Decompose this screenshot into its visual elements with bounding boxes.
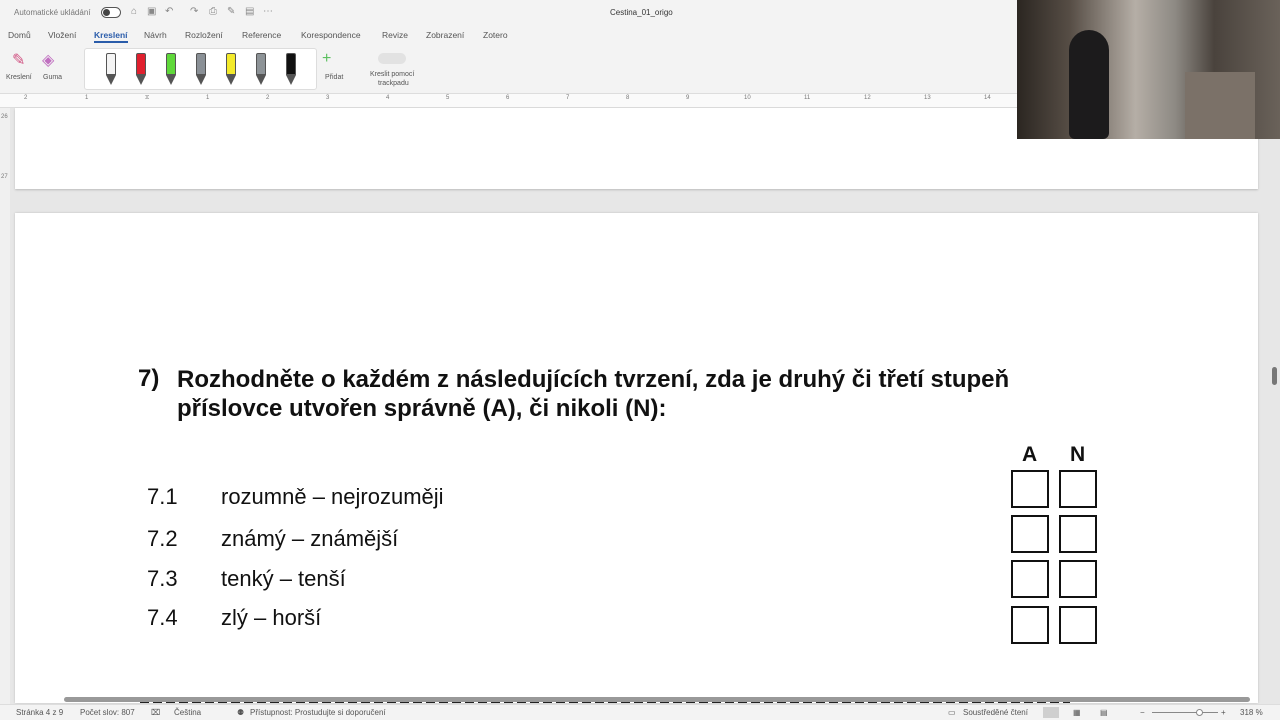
draw-icon[interactable]: ✎ [227,6,236,17]
answer-box-n[interactable] [1059,515,1097,553]
item-number: 7.2 [147,526,178,551]
ruler-number: 6 [506,95,510,101]
item-text: zlý – horší [221,605,322,630]
focus-mode[interactable]: Soustředěné čtení [963,708,1028,717]
ruler-number: 11 [804,95,811,101]
tab-home[interactable]: Domů [8,30,31,40]
webcam-cat-tree [1185,72,1255,139]
read-mode-icon[interactable]: ▤ [1100,708,1108,717]
horizontal-scrollbar[interactable] [64,697,1250,702]
eraser-icon[interactable]: ◈ [42,52,55,69]
answer-box-n[interactable] [1059,606,1097,644]
item-number: 7.1 [147,484,178,509]
ruler-number: 4 [386,95,390,101]
pen-gallery [84,48,317,90]
answer-box-a[interactable] [1011,560,1049,598]
vertical-ruler[interactable] [0,108,10,704]
tab-design[interactable]: Návrh [144,30,167,40]
document-title[interactable]: Cestina_01_origo [610,8,673,17]
tab-review[interactable]: Revize [382,30,408,40]
column-n-header: N [1070,443,1086,466]
web-layout-icon[interactable]: ▦ [1073,708,1081,717]
proofing-icon[interactable]: ⌧ [151,708,161,717]
vruler-number: 26 [1,114,8,120]
ruler-number: 2 [24,95,28,101]
ruler-number: 2 [266,95,270,101]
question-text: Rozhodněte o každém z následujících tvrzení, zda je druhý či třetí stupeň příslovce utvořen správně (A), či nikoli (N): [177,366,1010,422]
draw-tool-icon[interactable]: ✎ [12,52,26,69]
ruler-number: 12 [864,95,871,101]
answer-box-a[interactable] [1011,606,1049,644]
answer-box-a[interactable] [1011,515,1049,553]
print-layout-icon[interactable] [1043,707,1059,718]
item-text: známý – známější [221,526,399,551]
horizontal-ruler[interactable] [0,94,1017,108]
question-number: 7) [138,365,160,392]
tab-zotero[interactable]: Zotero [483,30,508,40]
pen-gray-icon[interactable] [195,53,207,87]
tab-insert[interactable]: Vložení [48,30,77,40]
save-icon[interactable]: ▣ [147,6,157,17]
pen-red-icon[interactable] [135,53,147,87]
format-icon[interactable]: ▤ [245,6,255,17]
zoom-slider[interactable] [1152,712,1218,713]
answer-box-a[interactable] [1011,470,1049,508]
ruler-number: 5 [446,95,450,101]
pencil-gray-icon[interactable] [255,53,267,87]
accessibility-status[interactable]: Přístupnost: Prostudujte si doporučení [250,708,386,717]
more-icon[interactable]: ⋯ [263,6,273,17]
answer-box-n[interactable] [1059,560,1097,598]
home-icon[interactable]: ⌂ [131,6,138,17]
undo-icon[interactable]: ↶ [165,6,174,17]
vertical-scrollbar[interactable] [1272,367,1277,385]
ruler-number: 1 [85,95,89,101]
ruler-number: 9 [686,95,690,101]
autosave-toggle[interactable] [101,7,121,18]
zoom-level[interactable]: 318 % [1240,708,1263,717]
ruler-number: 13 [924,95,931,101]
add-pen-label: Přidat [325,74,344,81]
item-number: 7.4 [147,605,178,630]
zoom-in-icon[interactable]: + [1221,708,1226,717]
tab-references[interactable]: Reference [242,30,282,40]
focus-icon[interactable]: ▭ [948,708,956,717]
ruler-number: 14 [984,95,991,101]
status-bar [0,704,1280,720]
trackpad-toggle[interactable] [378,53,406,64]
page-count[interactable]: Stránka 4 z 9 [16,708,64,717]
answer-box-n[interactable] [1059,470,1097,508]
eraser-label: Guma [43,74,63,81]
highlighter-green-icon[interactable] [165,53,177,87]
pen-black-icon[interactable] [285,53,297,87]
item-text: rozumně – nejrozuměji [221,484,444,509]
tab-layout[interactable]: Rozložení [185,30,223,40]
ruler-number: 3 [326,95,330,101]
draw-tool-label: Kreslení [6,74,32,81]
tab-draw[interactable]: Kreslení [94,30,128,43]
column-a-header: A [1022,443,1038,466]
zoom-out-icon[interactable]: − [1140,708,1145,717]
tab-view[interactable]: Zobrazení [426,30,465,40]
webcam-hand [1069,30,1109,139]
trackpad-label-1: Kreslit pomocí [370,71,415,78]
webcam-overlay [1017,0,1280,139]
pencil-white-icon[interactable] [105,53,117,87]
vruler-number: 27 [1,174,8,180]
tab-mailings[interactable]: Korespondence [301,30,361,40]
ruler-number: 8 [626,95,630,101]
zoom-slider-thumb[interactable] [1196,709,1203,716]
redo-icon[interactable]: ↷ [190,6,199,17]
print-icon[interactable]: ⎙ [209,6,217,17]
ruler-number: 7 [566,95,570,101]
ruler-number: 1 [206,95,210,101]
item-text: tenký – tenší [221,566,346,591]
add-pen-icon[interactable]: + [322,50,332,67]
autosave-label: Automatické ukládání [14,8,91,17]
trackpad-label-2: trackpadu [378,80,409,87]
highlighter-yellow-icon[interactable] [225,53,237,87]
accessibility-icon[interactable]: ⚉ [237,708,245,717]
item-number: 7.3 [147,566,178,591]
language[interactable]: Čeština [174,708,202,717]
ruler-indent-icon[interactable]: ⧖ [145,95,150,101]
word-count[interactable]: Počet slov: 807 [80,708,135,717]
ruler-number: 10 [744,95,751,101]
